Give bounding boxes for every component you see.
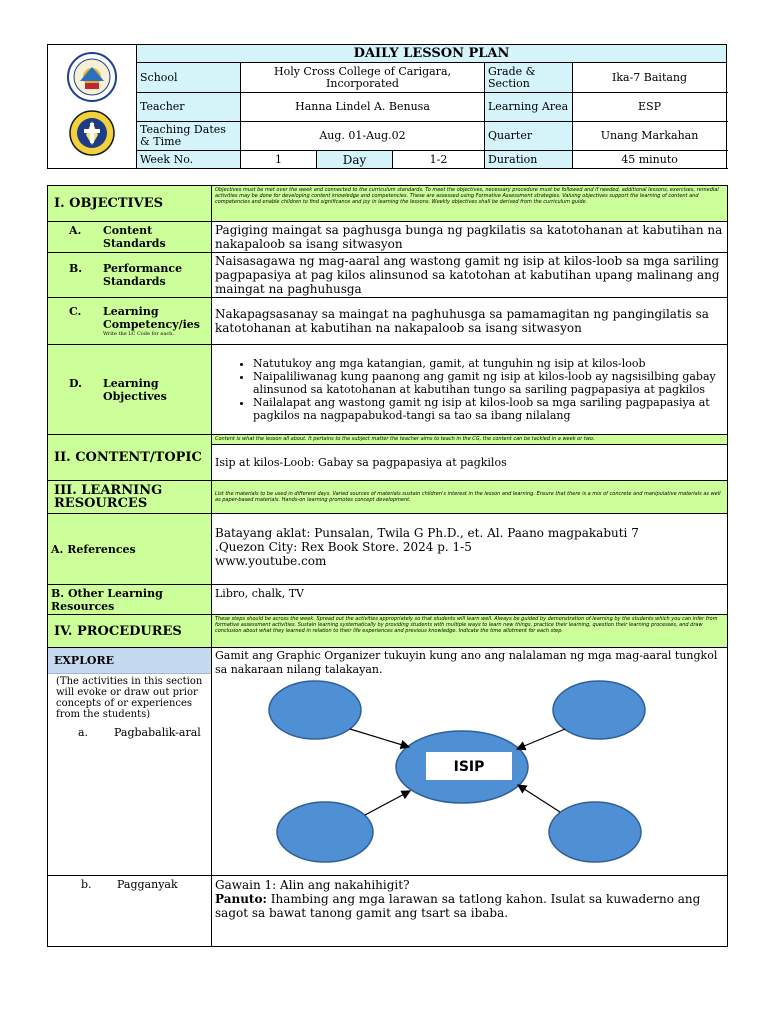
review-label: Pagbabalik-aral xyxy=(114,726,201,739)
content-topic-text: Isip at kilos-Loob: Gabay sa pagpapasiya at pagkilos xyxy=(212,445,728,481)
references-label: A. References xyxy=(48,514,212,585)
duration-label: Duration xyxy=(485,151,573,169)
learning-objective-item: • Natutukoy ang mga katangian, gamit, at tunguhin ng isip at kilos-loob xyxy=(253,357,724,370)
learning-objective-item: • Nailalapat ang wastong gamit ng isip at kilos-loob sa mga sariling pagpapasiya at pagkilos na nagpapabukod-tangi sa tao sa ibang nilalang xyxy=(253,396,724,422)
content-standards-label: Content Standards xyxy=(103,224,166,250)
deped-seal-icon xyxy=(68,53,116,101)
teaching-dates-value: Aug. 01-Aug.02 xyxy=(241,122,485,151)
learning-objectives-label-cell xyxy=(48,345,212,435)
explore-label: EXPLORE xyxy=(48,648,211,674)
duration-value: 45 minuto xyxy=(573,151,727,169)
review-letter: a. xyxy=(78,726,89,739)
performance-standards-label-cell xyxy=(48,253,212,298)
explore-label-cell xyxy=(48,648,212,876)
organizer-bubble-bottom-right xyxy=(549,802,641,862)
motivation-label-cell xyxy=(48,876,212,947)
organizer-center-label: ISIP xyxy=(453,759,485,775)
competency-letter: C. xyxy=(69,305,82,318)
grade-section-value: Ika-7 Baitang xyxy=(573,63,727,93)
learning-area-label: Learning Area xyxy=(485,93,573,122)
motivation-cell xyxy=(212,876,728,947)
reference-line: Batayang aklat: Punsalan, Twila G Ph.D., et. Al. Paano magpakabuti 7 xyxy=(215,526,639,540)
learning-area-value: ESP xyxy=(573,93,727,122)
quarter-label: Quarter xyxy=(485,122,573,151)
lesson-content-table xyxy=(47,185,728,947)
performance-standards-label: Performance Standards xyxy=(103,262,183,288)
learning-objective-item: • Naipaliliwanag kung paanong ang gamit ng isip at kilos-loob ay nagsisilbing gabay alinsunod sa katotohanan at kabutihan tungo sa sariling pagpapasiya at pagkilos xyxy=(253,370,724,396)
content-note: Content is what the lesson all about. It pertains to the subject matter the teacher aims to teach in the CG, the content can be tackled in a week or two. xyxy=(212,435,728,445)
arrow-top-left xyxy=(350,729,409,747)
school-seal-icon xyxy=(70,111,114,155)
learning-objectives-letter: D. xyxy=(69,376,82,390)
instruction-label: Panuto: xyxy=(215,892,267,906)
instruction-text: Ihambing ang mga larawan sa tatlong kahon. Isulat sa kuwaderno ang sagot sa bawat tanong gamit ang tsart sa ibaba. xyxy=(215,892,701,920)
lesson-plan-title: DAILY LESSON PLAN xyxy=(137,45,727,63)
school-label: School xyxy=(137,63,241,93)
organizer-bubble-top-left xyxy=(269,681,361,739)
logo-cell xyxy=(48,45,137,169)
teaching-dates-label: Teaching Dates & Time xyxy=(137,122,241,151)
other-resources-label: B. Other Learning Resources xyxy=(48,585,212,615)
other-resources-text: Libro, chalk, TV xyxy=(212,585,728,615)
teacher-value: Hanna Lindel A. Benusa xyxy=(241,93,485,122)
arrow-bottom-right xyxy=(518,785,560,812)
objectives-note: Objectives must be met over the week and connected to the curriculum standards. To meet the objectives, necessary procedure must be followed and if needed, additional lessons, exercises, remedial activities may be done for developing content knowledge and competencies. These are assessed using Formative Assessment strategies. Valuing objectives support the learning of content and competencies and enable children to find significance and joy in learning the lessons. Weekly objectives shall be derived from the curriculum guide. xyxy=(212,186,728,222)
arrow-bottom-left xyxy=(365,791,410,815)
motivation-label: Pagganyak xyxy=(117,878,178,891)
graphic-organizer xyxy=(215,677,723,867)
review-cell xyxy=(212,648,728,876)
performance-standards-letter: B. xyxy=(69,262,83,275)
teacher-label: Teacher xyxy=(137,93,241,122)
week-label: Week No. xyxy=(137,151,241,169)
performance-standards-text: Naisasagawa ng mag-aaral ang wastong gamit ng isip at kilos-loob sa mga sariling pagpapasiya at pag kilos alinsunod sa katotohan at kabutihan upang malinang ang maingat na paghuhusga xyxy=(212,253,728,298)
resources-note: List the materials to be used in different days. Varied sources of materials sustain children's interest in the lesson and learning. Ensure that there is a mix of concrete and manipulative materials as well as paper-based materials. Hands-on learning promotes concept development. xyxy=(212,481,728,514)
references-cell xyxy=(212,514,728,585)
instruction-line xyxy=(215,892,724,920)
learning-objectives-cell xyxy=(212,345,728,435)
day-value: 1-2 xyxy=(393,151,485,169)
quarter-value: Unang Markahan xyxy=(573,122,727,151)
learning-objectives-label: Learning Objectives xyxy=(103,376,167,403)
school-logos xyxy=(49,45,135,165)
week-value: 1 xyxy=(241,151,317,169)
content-standards-letter: A. xyxy=(69,224,82,237)
review-text: Gamit ang Graphic Organizer tukuyin kung ano ang nalalaman ng mga mag-aaral tungkol sa nakaraan nilang talakayan. xyxy=(215,649,718,676)
procedures-note: These steps should be across the week. Spread out the activities appropriately so that students will learn well. Always be guided by demonstration of learning by the students which you can infer from formative assessment activities. Sustain learning systematically by providing students with multiple ways to learn new things, practice their learning, question their learning processes, and draw conclusion about what they learned in relation to their life experiences and previous knowledge. Indicate the time allotment for each step. xyxy=(212,615,728,648)
competency-label-cell xyxy=(48,298,212,345)
competency-label: Learning Competency/ies xyxy=(103,305,200,331)
reference-line: www.youtube.com xyxy=(215,554,327,568)
explore-note: (The activities in this section will evoke or draw out prior concepts of or experiences from the students) xyxy=(56,676,203,720)
content-heading: II. CONTENT/TOPIC xyxy=(48,435,212,481)
competency-text: Nakapagsasanay sa maingat na paghuhusga sa pamamagitan ng pangingilatis sa katotohanan at kabutihan na nakapaloob sa isang sitwasyon xyxy=(212,298,728,345)
content-standards-text: Pagiging maingat sa paghusga bunga ng pagkilatis sa katotohanan at kabutihan na nakapaloob sa isang sitwasyon xyxy=(212,222,728,253)
motivation-letter: b. xyxy=(81,878,92,891)
day-label: Day xyxy=(317,151,393,169)
objectives-heading: I. OBJECTIVES xyxy=(48,186,212,222)
learning-objectives-list xyxy=(215,357,724,422)
resources-heading: III. LEARNING RESOURCES xyxy=(48,481,212,514)
organizer-bubble-top-right xyxy=(553,681,645,739)
content-standards-label-cell xyxy=(48,222,212,253)
school-value: Holy Cross College of Carigara, Incorporated xyxy=(241,63,485,93)
header-table xyxy=(47,44,727,169)
activity-title: Gawain 1: Alin ang nakahihigit? xyxy=(215,878,410,892)
arrow-top-right xyxy=(517,729,565,749)
grade-section-label: Grade & Section xyxy=(485,63,573,93)
procedures-heading: IV. PROCEDURES xyxy=(48,615,212,648)
competency-sublabel: Write the LC Code for each. xyxy=(103,331,174,337)
reference-line: .Quezon City: Rex Book Store. 2024 p. 1-5 xyxy=(215,540,472,554)
organizer-bubble-bottom-left xyxy=(277,802,373,862)
